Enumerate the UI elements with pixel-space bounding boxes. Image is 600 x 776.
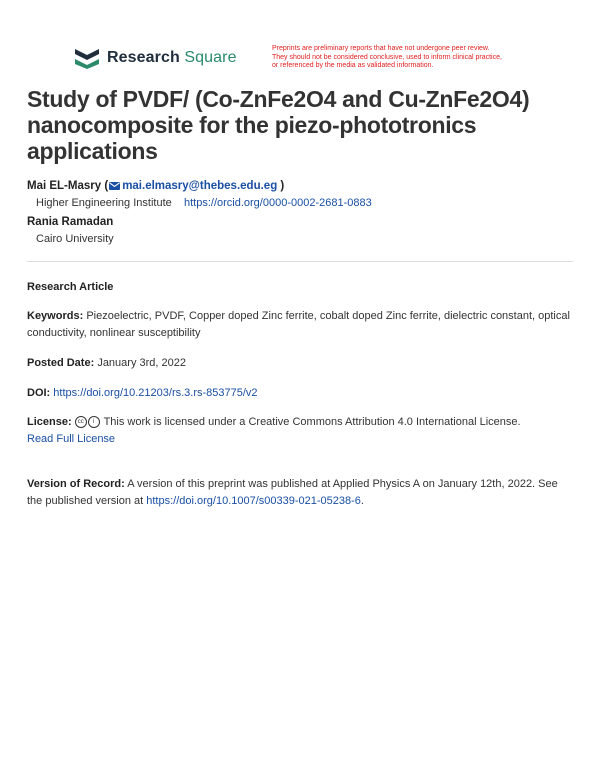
article-type bbox=[27, 279, 575, 296]
posted-date-value: January 3rd, 2022 bbox=[97, 357, 186, 369]
notice-line-1: Preprints are preliminary reports that have not undergone peer review. bbox=[272, 45, 490, 52]
research-square-logo-icon bbox=[73, 47, 101, 69]
author-1-orcid-link[interactable]: https://orcid.org/0000-0002-2681-0883 bbox=[183, 197, 372, 209]
author-1-close-paren: ) bbox=[280, 180, 285, 192]
research-square-logo[interactable] bbox=[73, 47, 237, 69]
keywords-label: Keywords: bbox=[27, 310, 84, 322]
cc-icon: cc bbox=[75, 416, 87, 428]
version-text: A version of this preprint was published at Applied Physics A on January 12th, 2022. See the published version at bbox=[27, 478, 558, 507]
author-2-name: Rania Ramadan bbox=[27, 216, 114, 228]
version-of-record bbox=[27, 476, 575, 509]
author-1-email-link[interactable]: mai.elmasry@thebes.edu.eg bbox=[122, 180, 278, 192]
license-text: This work is licensed under a Creative Commons Attribution 4.0 International License. bbox=[103, 416, 521, 428]
keywords-value: Piezoelectric, PVDF, Copper doped Zinc ferrite, cobalt doped Zinc ferrite, dielectric constant, optical conductivity, nonlinear susceptibility bbox=[27, 310, 570, 339]
author-1-name: Mai EL-Masry bbox=[27, 180, 102, 192]
doi-link[interactable]: https://doi.org/10.21203/rs.3.rs-853775/v2 bbox=[53, 387, 258, 399]
doi bbox=[27, 385, 575, 402]
divider bbox=[27, 261, 573, 262]
author-1-open-paren: ( bbox=[104, 180, 109, 192]
notice-line-2: They should not be considered conclusive, used to inform clinical practice, bbox=[272, 53, 502, 61]
preprint-notice bbox=[272, 45, 552, 71]
brand-name-part2: Square bbox=[184, 49, 237, 66]
posted-date bbox=[27, 355, 575, 372]
brand-name bbox=[107, 49, 237, 67]
published-version-link[interactable]: https://doi.org/10.1007/s00339-021-05238-6 bbox=[146, 494, 361, 507]
author-1 bbox=[27, 180, 284, 192]
read-full-license-link[interactable]: Read Full License bbox=[27, 432, 116, 445]
license-label: License: bbox=[27, 416, 72, 428]
keywords bbox=[27, 308, 575, 341]
license bbox=[27, 414, 575, 447]
posted-date-label: Posted Date: bbox=[27, 357, 95, 369]
doi-label: DOI: bbox=[27, 387, 51, 399]
notice-line-3: or referenced by the media as validated information. bbox=[272, 62, 434, 69]
article-type-label: Research Article bbox=[27, 281, 114, 293]
envelope-icon bbox=[109, 182, 120, 190]
author-1-affiliation-row bbox=[36, 197, 372, 209]
by-icon: i bbox=[88, 416, 100, 428]
paper-title: Study of PVDF/ (Co-ZnFe2O4 and Cu-ZnFe2O4) nanocomposite for the piezo-phototronics applications bbox=[27, 86, 530, 164]
brand-name-part1: Research bbox=[107, 49, 180, 66]
version-label: Version of Record: bbox=[27, 478, 125, 490]
author-1-affiliation: Higher Engineering Institute bbox=[36, 197, 172, 209]
version-end: . bbox=[360, 494, 364, 507]
author-2-affiliation: Cairo University bbox=[36, 233, 114, 245]
